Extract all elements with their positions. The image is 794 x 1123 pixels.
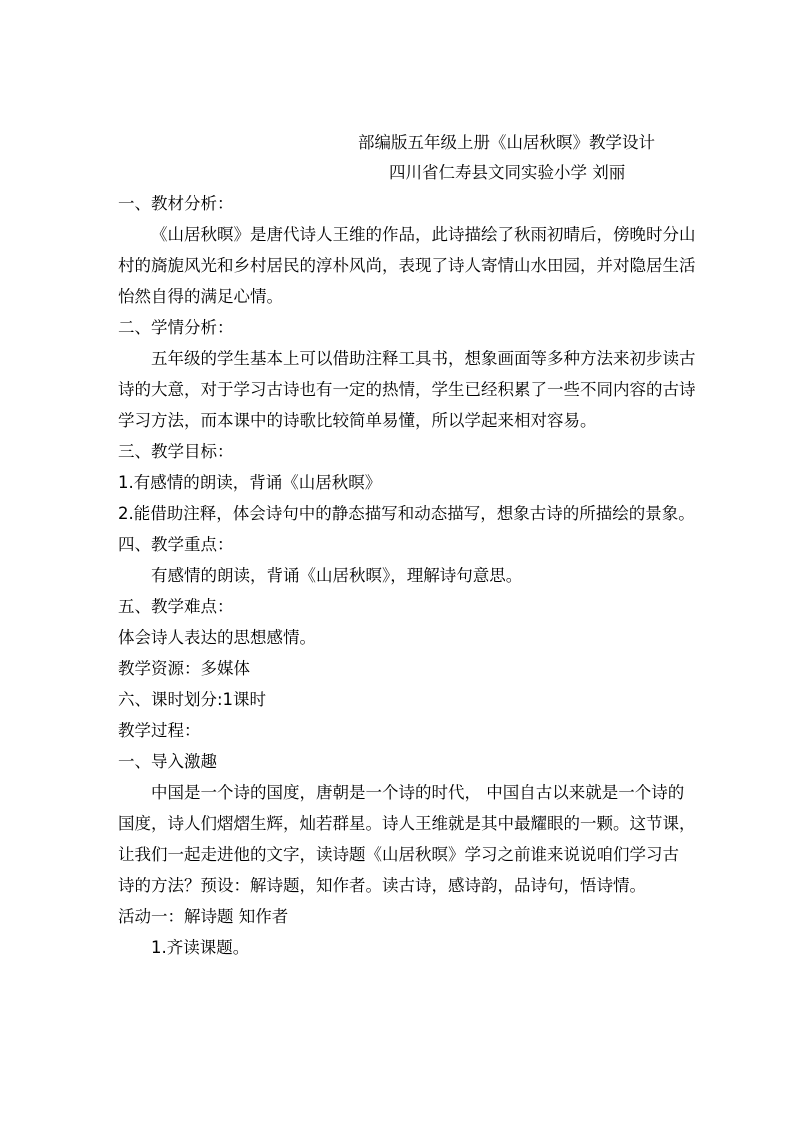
paragraph-line: 诗的方法？预设：解诗题，知作者。读古诗，感诗韵，品诗句，悟诗情。 <box>118 876 646 895</box>
section-heading-student-analysis: 二、学情分析： <box>118 318 234 337</box>
paragraph-line: 《山居秋暝》是唐代诗人王维的作品，此诗描绘了秋雨初晴后，傍晚时分山 <box>151 225 696 244</box>
section-heading-textbook-analysis: 一、教材分析： <box>118 194 234 213</box>
document-title: 部编版五年级上册《山居秋暝》教学设计 <box>358 133 655 152</box>
section-heading-schedule: 六、课时划分:1课时 <box>118 690 267 709</box>
list-item: 2.能借助注释，体会诗句中的静态描写和动态描写，想象古诗的所描绘的景象。 <box>118 504 695 523</box>
paragraph-line: 体会诗人表达的思想感情。 <box>118 628 316 647</box>
paragraph-line: 怡然自得的满足心情。 <box>118 287 283 306</box>
section-heading-difficulties: 五、教学难点： <box>118 597 234 616</box>
section-heading-key-points: 四、教学重点： <box>118 535 234 554</box>
activity-heading: 活动一：解诗题 知作者 <box>118 907 289 926</box>
paragraph-line: 国度，诗人们熠熠生辉，灿若群星。诗人王维就是其中最耀眼的一颗。这节课， <box>118 814 696 833</box>
list-item: 1.齐读课题。 <box>151 938 250 957</box>
section-heading-introduction: 一、导入激趣 <box>118 752 217 771</box>
teaching-resources: 教学资源：多媒体 <box>118 659 250 678</box>
paragraph-line: 村的旖旎风光和乡村居民的淳朴风尚，表现了诗人寄情山水田园，并对隐居生活 <box>118 256 696 275</box>
paragraph-line: 诗的大意，对于学习古诗也有一定的热情，学生已经积累了一些不同内容的古诗 <box>118 380 696 399</box>
paragraph-line: 五年级的学生基本上可以借助注释工具书，想象画面等多种方法来初步读古 <box>151 349 696 368</box>
section-heading-goals: 三、教学目标： <box>118 442 234 461</box>
document-author: 四川省仁寿县文同实验小学 刘丽 <box>389 163 626 182</box>
paragraph-line: 学习方法，而本课中的诗歌比较简单易懂，所以学起来相对容易。 <box>118 411 597 430</box>
teaching-process-heading: 教学过程： <box>118 721 201 740</box>
paragraph-line: 中国是一个诗的国度，唐朝是一个诗的时代， 中国自古以来就是一个诗的 <box>151 783 685 802</box>
paragraph-line: 有感情的朗读，背诵《山居秋暝》，理解诗句意思。 <box>151 566 523 585</box>
list-item: 1.有感情的朗读，背诵《山居秋暝》 <box>118 473 382 492</box>
paragraph-line: 让我们一起走进他的文字，读诗题《山居秋暝》学习之前谁来说说咱们学习古 <box>118 845 679 864</box>
